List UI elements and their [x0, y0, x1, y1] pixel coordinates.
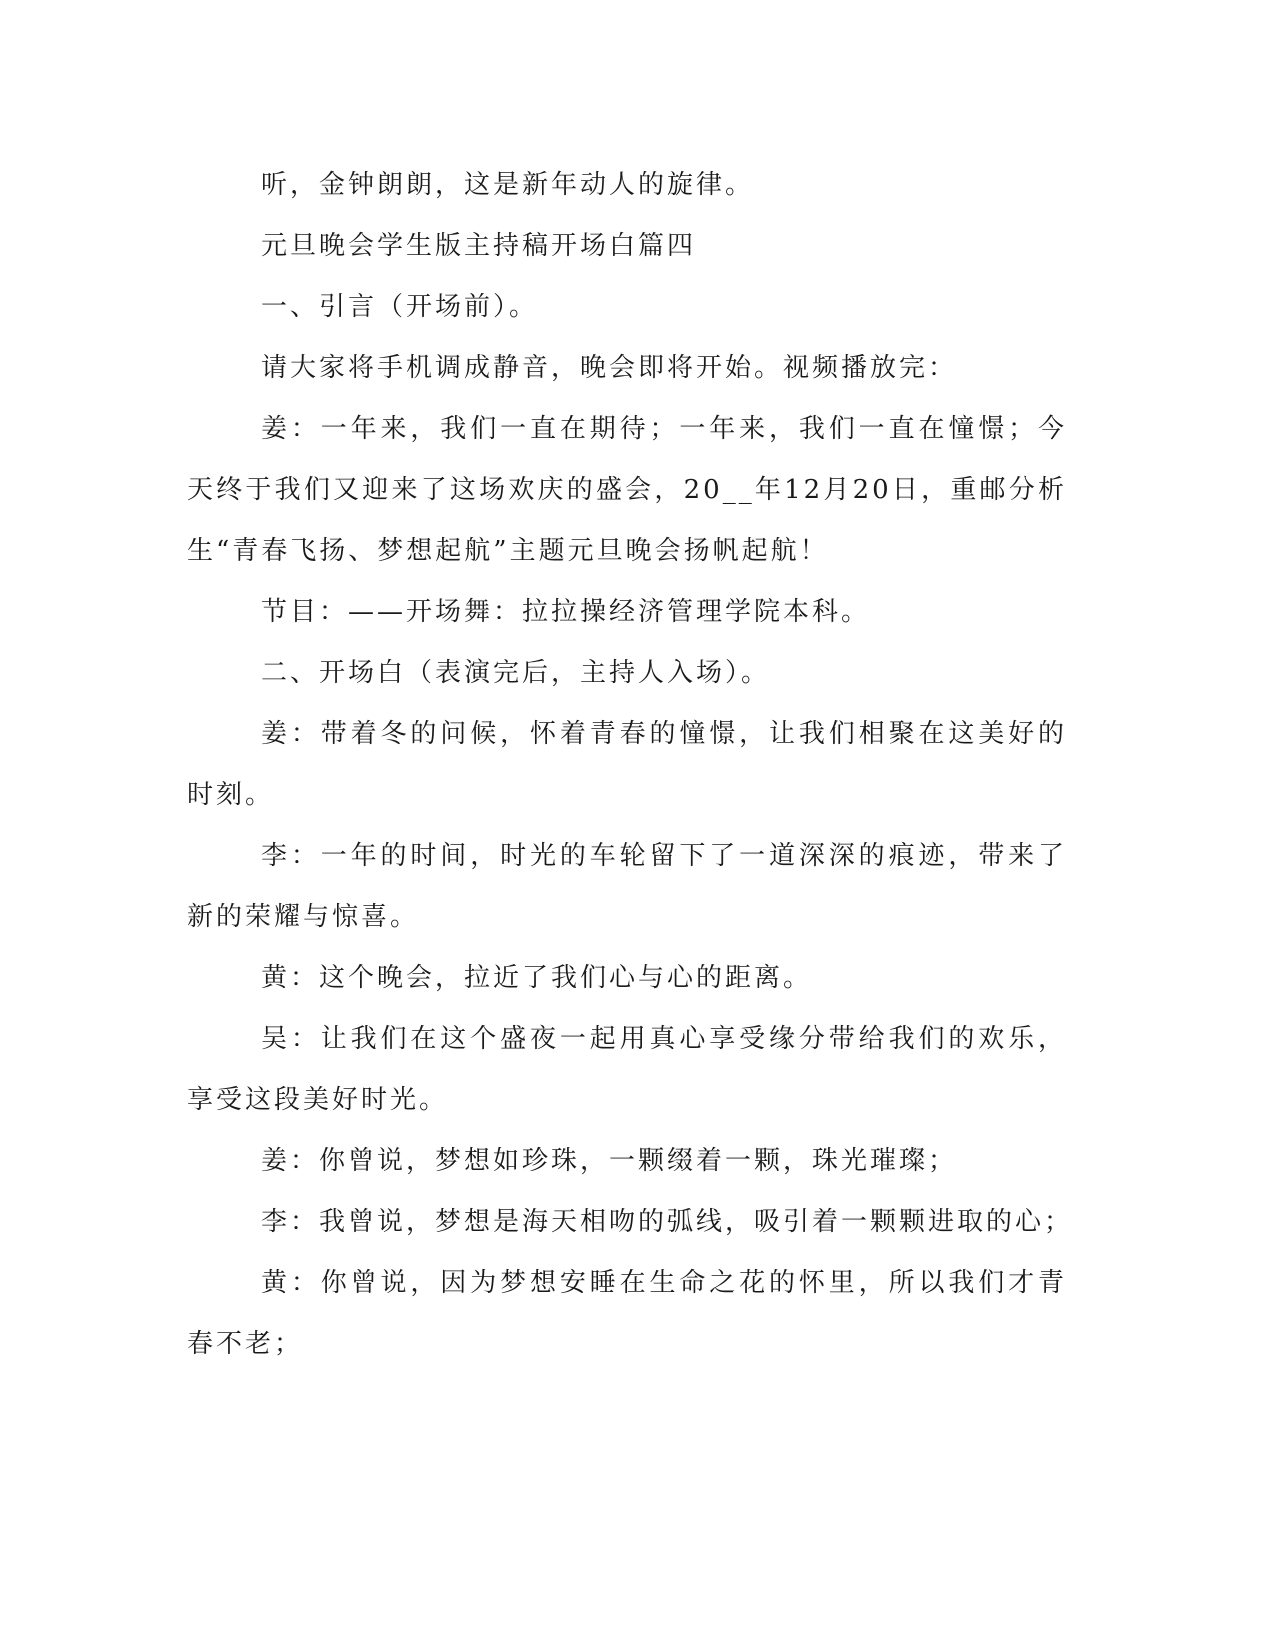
paragraph-heading-opening: 二、开场白（表演完后，主持人入场）。: [261, 658, 771, 688]
paragraph-li-year: 李：一年的时间，时光的车轮留下了一道深深的痕迹，带来了新的荣耀与惊喜。: [187, 841, 1067, 932]
paragraph-huang-evening: 黄：这个晚会，拉近了我们心与心的距离。: [261, 963, 813, 993]
document-body: [187, 155, 1074, 1375]
paragraph-jiang-opening: 姜：一年来，我们一直在期待；一年来，我们一直在憧憬；今天终于我们又迎来了这场欢庆的盛会，20__年12月20日，重邮分析生“青春飞扬、梦想起航”主题元旦晚会扬帆起航！: [187, 414, 1067, 566]
paragraph-silence-notice: 请大家将手机调成静音，晚会即将开始。视频播放完：: [261, 353, 958, 383]
paragraph-program: 节目：——开场舞：拉拉操经济管理学院本科。: [261, 597, 871, 627]
paragraph-huang-youth: 黄：你曾说，因为梦想安睡在生命之花的怀里，所以我们才青春不老；: [187, 1268, 1067, 1359]
paragraph-li-arc: 李：我曾说，梦想是海天相吻的弧线，吸引着一颗颗进取的心；: [261, 1207, 1074, 1237]
paragraph-jiang-pearl: 姜：你曾说，梦想如珍珠，一颗缀着一颗，珠光璀璨；: [261, 1146, 958, 1176]
paragraph-heading-introduction: 一、引言（开场前）。: [261, 292, 539, 322]
paragraph-jiang-greeting: 姜：带着冬的问候，怀着青春的憧憬，让我们相聚在这美好的时刻。: [187, 719, 1067, 810]
paragraph-wu-enjoy: 吴：让我们在这个盛夜一起用真心享受缘分带给我们的欢乐，享受这段美好时光。: [187, 1024, 1067, 1115]
paragraph-intro-line: 听，金钟朗朗，这是新年动人的旋律。: [261, 170, 755, 200]
section-heading: 元旦晚会学生版主持稿开场白篇四: [261, 231, 697, 261]
